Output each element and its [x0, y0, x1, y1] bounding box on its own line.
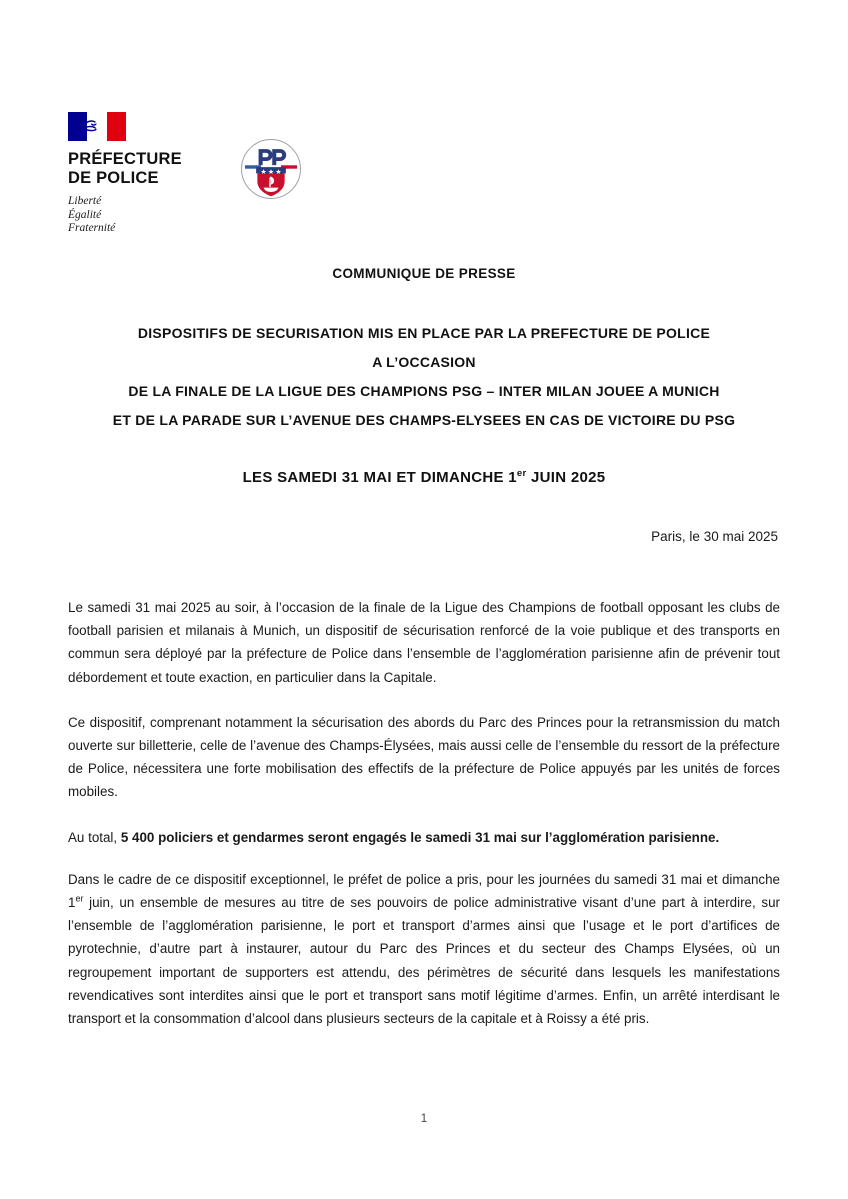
motto-fraternite: Fraternité: [68, 222, 116, 234]
title-line-3: DE LA FINALE DE LA LIGUE DES CHAMPIONS PSG – INTER MILAN JOUEE A MUNICH: [128, 383, 720, 399]
brand-name: [68, 150, 194, 187]
motto-liberte: Liberté: [68, 195, 102, 207]
event-dates-prefix: LES SAMEDI 31 MAI ET DIMANCHE 1: [242, 469, 517, 486]
prefecture-brand: [68, 112, 194, 236]
prefecture-de-police-emblem-icon: [240, 138, 302, 200]
press-release-kicker: COMMUNIQUE DE PRESSE: [332, 266, 516, 281]
republic-motto: [68, 195, 194, 236]
paragraph-4-ordinal: er: [75, 893, 84, 904]
brand-name-line1: PRÉFECTURE: [68, 150, 182, 168]
letterhead: [68, 112, 302, 236]
motto-egalite: Égalité: [68, 208, 102, 221]
title-line-1: DISPOSITIFS DE SECURISATION MIS EN PLACE PAR LA PREFECTURE DE POLICE: [137, 325, 711, 341]
paragraph-2: Ce dispositif, comprenant notamment la sécurisation des abords du Parc des Princes pour la retransmission du match ouverte sur billetterie, celle de l’avenue des Champs-Élysées, mais aussi celle de l’ensemble du ressort de la préfecture de Police, nécessitera une forte mobilisation des effectifs de la préfecture de Police appuyés par les unités de forces mobiles.: [68, 714, 780, 800]
flag-red-band: [107, 112, 126, 141]
brand-name-line2: DE POLICE: [68, 168, 159, 187]
paragraph-4-measures: [68, 868, 780, 1030]
title-line-4: ET DE LA PARADE SUR L’AVENUE DES CHAMPS-ELYSEES EN CAS DE VICTOIRE DU PSG: [112, 412, 736, 428]
paragraph-1: Le samedi 31 mai 2025 au soir, à l’occasion de la finale de la Ligue des Champions de football opposant les clubs de football parisien et milanais à Munich, un dispositif de sécurisation renforcé de la voie publique et des transports en commun sera déployé par la préfecture de Police dans l’ensemble de l’agglomération parisienne afin de prévenir tout débordement et toute exaction, en particulier dans la Capitale.: [68, 600, 780, 685]
heading-zone: [68, 266, 780, 486]
event-dates-suffix: JUIN 2025: [526, 469, 606, 486]
marianne-icon: [81, 117, 109, 136]
paragraph-3-prefix: Au total,: [68, 829, 121, 845]
paragraph-3-total-officers: [68, 826, 780, 849]
page-number: 1: [420, 1113, 428, 1125]
paragraph-4-part1: Dans le cadre de ce dispositif exceptionnel, le préfet de police a pris, pour les journées du samedi 31 mai et dimanche 1: [68, 871, 780, 911]
title-line-2: A L’OCCASION: [372, 354, 476, 370]
event-dates-ordinal: er: [516, 468, 527, 479]
press-release-title: [68, 319, 780, 435]
paragraph-4-part2: juin, un ensemble de mesures au titre de ses pouvoirs de police administrative visant d’une part à interdire, sur l’ensemble de l’agglomération parisienne, le port et transport d’armes ainsi que l’usage et le port d’artifices de pyrotechnie, d’autre part à instaurer, autour du Parc des Princes et du secteur des Champs Elysées, où un regroupement important de supporters est attendu, des périmètres de sécurité dans lesquels les manifestations revendicatives sont interdites ainsi que le port et transport sans motif légitime d’armes. Enfin, un arrêté interdisant le transport et la consommation d’alcool dans plusieurs secteurs de la capitale et à Roissy a été pris.: [68, 895, 780, 1027]
document-body: [68, 596, 780, 1052]
dateline: Paris, le 30 mai 2025: [651, 529, 778, 544]
event-dates: [68, 469, 780, 486]
paragraph-3-highlight: 5 400 policiers et gendarmes seront engagés le samedi 31 mai sur l’agglomération parisienne.: [120, 829, 720, 845]
french-republic-flag-icon: [68, 112, 126, 141]
